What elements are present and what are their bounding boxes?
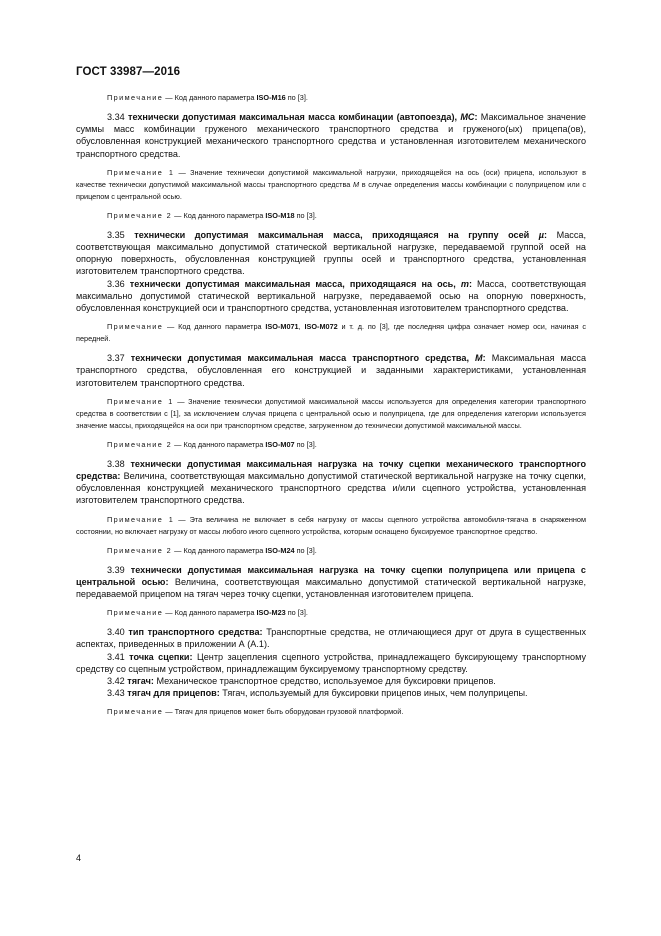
note-text: — Код данного параметра [172, 545, 266, 555]
note-paragraph [76, 92, 586, 104]
term-definition [76, 626, 586, 650]
term-definition [76, 229, 586, 278]
clause-number: 3.43 [107, 688, 125, 699]
term-definition [76, 651, 586, 675]
note-text: по [3]. [294, 210, 317, 220]
note-text: — Эта величина не включает в себя нагрузку от массы сцепного устройства автомобиля-тягача в снаряженном состоянии, но включает нагрузку от массы любого иного сцепного устройства, которым оснащено буксируемое транспортное средство. [76, 514, 586, 536]
note-paragraph [76, 321, 586, 345]
parameter-code: ISO-M24 [265, 545, 295, 555]
clause-number: 3.39 [107, 564, 125, 575]
definition-text: Центр зацепления сцепного устройства, принадлежащего буксирующему транспортному средству со сцепным устройством, принадлежащим буксируемому транспортному средству. [76, 651, 587, 674]
note-paragraph [76, 514, 586, 538]
term-definition [76, 352, 586, 389]
term-name: технически допустимая максимальная нагрузка на точку сцепки полуприцепа или прицепа с центральной осью: [76, 564, 586, 587]
note-text: по [3]. [294, 439, 317, 449]
note-text: — Значение технически допустимой максимальной нагрузки, приходящейся на ось (оси) прицепа, используют в качестве технически допустимой максимальной массы транспортного средства [76, 167, 586, 189]
term-name: точка сцепки: [129, 651, 193, 662]
note-text: — Значение технически допустимой максимальной массы используется для определения категории транспортного средства в соответствии с [1], за исключением случая прицепа с центральной осью и полуприцепа, где для определения категории используется значение массы, приходящейся на оси при транспортном средстве, загруженном до технически допустимой максимальной массы. [76, 396, 586, 430]
note-text: , [298, 322, 305, 332]
note-paragraph [76, 439, 586, 451]
note-label: Примечание 1 [107, 514, 175, 524]
standard-header: ГОСТ 33987—2016 [76, 66, 181, 78]
definition-text: Величина, соответствующая максимально допустимой статической вертикальной нагрузке на точку сцепки, обусловленная конструкцией механического транспортного средства и/или сцепного устройства, установленная изготовителем транспортного средства. [76, 471, 586, 506]
term-name: тягач для прицепов: [127, 688, 220, 699]
note-text: — Код данного параметра [172, 439, 266, 449]
clause-number: 3.38 [107, 458, 125, 469]
note-label: Примечание [107, 707, 164, 717]
clause-number: 3.37 [107, 353, 125, 364]
term-name: технически допустимая максимальная масса, приходящаяся на группу осей [134, 229, 539, 240]
term-name: технически допустимая максимальная масса, приходящаяся на ось, [129, 278, 461, 289]
term-name: тип транспортного средства: [128, 627, 263, 638]
note-text: — Тягач для прицепов может быть оборудован грузовой платформой. [163, 707, 404, 717]
term-colon: : [468, 278, 472, 289]
definition-text: Масса, соответствующая максимально допустимой статической вертикальной нагрузке, передаваемой группой осей на опорную поверхность, обусловленная конструкцией группы осей и транспортного средства, установленная изготовителем транспортного средства. [76, 229, 586, 277]
definition-text: Масса, соответствующая максимально допустимой статической вертикальной нагрузке, передаваемой осью на опорную поверхность, обусловленная конструкцией оси и транспортного средства, установленная изготовителем транспортного средства. [76, 278, 587, 314]
note-label: Примечание 1 [107, 167, 175, 177]
term-symbol: M [475, 353, 483, 364]
definition-text: Тягач, используемый для буксировки прицепов иных, чем полуприцепы. [219, 688, 528, 699]
term-definition [76, 687, 586, 699]
term-definition [76, 278, 586, 315]
note-paragraph [76, 706, 586, 718]
note-label: Примечание [107, 93, 164, 102]
term-symbol: µ [538, 229, 545, 240]
parameter-code: ISO-M18 [265, 210, 295, 220]
parameter-code: ISO-M07 [265, 439, 295, 449]
note-symbol: M [352, 179, 360, 189]
note-label: Примечание 1 [107, 396, 174, 406]
term-definition [76, 111, 586, 160]
clause-number: 3.36 [107, 278, 125, 289]
definition-text: Величина, соответствующая максимально допустимой статической вертикальной нагрузке, передаваемой прицепом на тягач через точку сцепки, установленная изготовителем прицепа. [76, 576, 586, 600]
term-name: технически допустимая максимальная масса транспортного средства, [130, 353, 476, 364]
term-name: технически допустимая максимальная масса комбинации (автопоезда), [127, 112, 461, 122]
note-paragraph [76, 210, 586, 222]
note-label: Примечание [107, 608, 164, 618]
clause-number: 3.41 [107, 651, 125, 662]
page-number: 4 [76, 853, 82, 863]
definition-text: Максимальное значение суммы масс комбинации груженого механического транспортного средства и груженого(ых) прицепа(ов), обусловленная конструкцией механического транспортного средства и установленная изготовителем механического транспортного средства. [76, 112, 586, 159]
definition-text: Механическое транспортное средство, используемое для буксировки прицепов. [153, 676, 496, 687]
note-text: по [3]. [294, 545, 317, 555]
note-label: Примечание 2 [107, 439, 173, 449]
note-text: и т. д. по [3], где последняя цифра означает номер оси, начиная с передней. [76, 322, 586, 344]
definition-text: Транспортные средства, не отличающиеся друг от друга в существенных аспектах, приведенных в приложении А (А.1). [76, 627, 587, 650]
term-name: технически допустимая максимальная нагрузка на точку сцепки механического транспортного средства: [76, 458, 586, 482]
note-paragraph [76, 167, 586, 203]
note-text: по [3]. [285, 93, 308, 102]
note-paragraph [76, 607, 586, 619]
note-label: Примечание 2 [107, 545, 173, 555]
term-colon: : [474, 112, 478, 122]
note-label: Примечание 2 [107, 210, 173, 220]
note-text: — Код данного параметра [163, 322, 266, 332]
term-symbol: m [460, 278, 469, 289]
term-definition [76, 458, 586, 507]
clause-number: 3.42 [107, 676, 125, 687]
clause-number: 3.34 [107, 112, 125, 122]
note-text: — Код данного параметра [163, 608, 257, 618]
note-label: Примечание [107, 322, 164, 332]
note-text: — Код данного параметра [172, 210, 266, 220]
note-text: — Код данного параметра [163, 93, 257, 102]
note-text: по [3]. [285, 608, 308, 618]
term-definition [76, 564, 586, 601]
note-text: в случае определения массы комбинации с полуприцепом или с прицепом с центральной осью. [76, 179, 586, 201]
clause-number: 3.40 [107, 627, 125, 638]
term-definition [76, 675, 586, 687]
clause-number: 3.35 [107, 229, 125, 240]
parameter-code: ISO-M071 [265, 322, 299, 332]
term-symbol: MC [460, 112, 475, 122]
definition-text: Максимальная масса транспортного средства, обусловленная его конструкцией и заданными характеристиками, установленная изготовителем транспортного средства. [76, 353, 586, 388]
note-paragraph [76, 396, 586, 432]
term-colon: : [482, 353, 486, 364]
parameter-code: ISO-M16 [256, 93, 286, 102]
parameter-code: ISO-M072 [304, 322, 338, 332]
term-name: тягач: [127, 676, 154, 687]
term-colon: : [544, 229, 548, 240]
note-paragraph [76, 545, 586, 557]
document-body [76, 92, 586, 725]
parameter-code: ISO-M23 [256, 608, 286, 618]
